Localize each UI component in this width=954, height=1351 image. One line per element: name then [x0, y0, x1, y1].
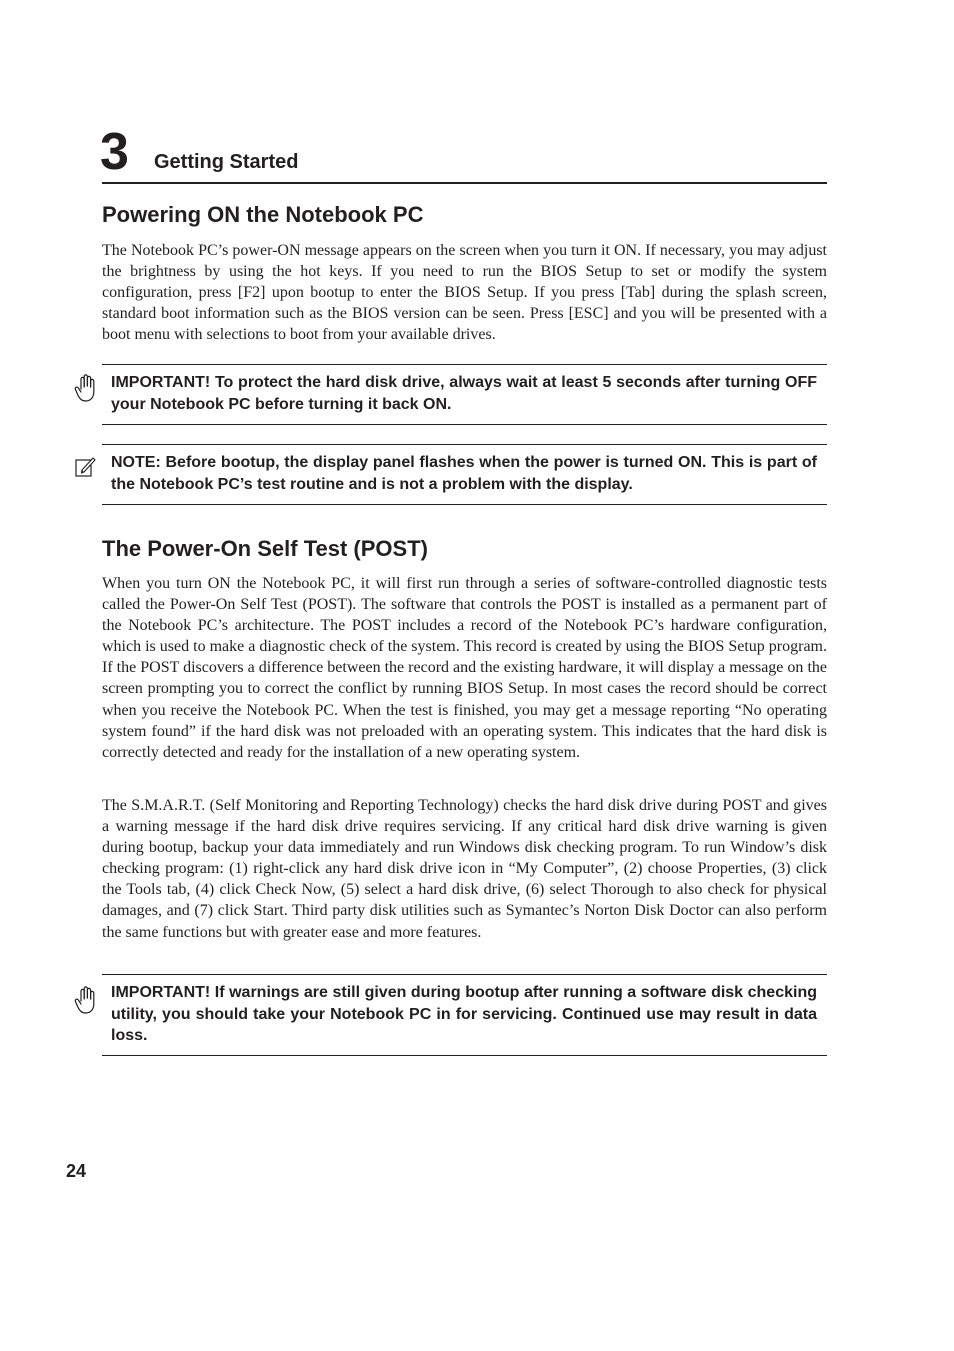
hand-icon [74, 985, 98, 1015]
post-paragraph-1: When you turn ON the Notebook PC, it will first run through a series of software-controlled diagnostic tests called the Power-On Self Test (POST). The software that controls the POST is installed as a permanent part of the Notebook PC’s architecture. The POST includes a record of the Notebook PC’s hardware configuration, which is used to make a diagnostic check of the system. This record is created by using the BIOS Setup program. If the POST discovers a difference between the record and the existing hardware, it will display a message on the screen prompting you to correct the conflict by running BIOS Setup. In most cases the record should be correct when you receive the Notebook PC. When the test is finished, you may get a message reporting “No operating system found” if the hard disk was not preloaded with an operating system. This indicates that the hard disk is correctly detected and ready for the installation of a new operating system. [102, 575, 827, 761]
post-paragraph-2: The S.M.A.R.T. (Self Monitoring and Reporting Technology) checks the hard disk drive during POST and gives a warning message if the hard disk drive requires servicing. If any critical hard disk drive warning is given during bootup, backup your data immediately and run Windows disk checking program. To run Window’s disk checking program: (1) right-click any hard disk drive icon in “My Computer”, (2) choose Properties, (3) click the Tools tab, (4) click Check Now, (5) select a hard disk drive, (6) select Thorough to also check for physical damages, and (7) click Start. Third party disk utilities such as Symantec’s Norton Disk Doctor can also perform the same functions but with greater ease and more features. [102, 797, 827, 941]
page-number: 24 [66, 1161, 87, 1181]
important-notice-text: IMPORTANT! To protect the hard disk drive, always wait at least 5 seconds after turning OFF your Notebook PC before turning it back ON. [111, 374, 817, 413]
note-notice-text: NOTE: Before bootup, the display panel flashes when the power is turned ON. This is part of the Notebook PC’s test routine and is not a problem with the display. [111, 454, 817, 493]
hand-icon [74, 373, 98, 403]
header-divider [102, 182, 827, 184]
note-notice-display [102, 444, 827, 505]
important-notice-servicing [102, 974, 827, 1056]
important-notice-shutdown [102, 364, 827, 425]
note-pencil-icon [74, 455, 98, 479]
chapter-number: 3 [100, 123, 129, 181]
section-heading-powering-on: Powering ON the Notebook PC [102, 202, 424, 227]
chapter-title: Getting Started [154, 151, 299, 173]
powering-on-paragraph: The Notebook PC’s power-ON message appears on the screen when you turn it ON. If necessary, you may adjust the brightness by using the hot keys. If you need to run the BIOS Setup to set or modify the system configuration, press [F2] upon bootup to enter the BIOS Setup. If you press [Tab] during the splash screen, standard boot information such as the BIOS version can be seen. Press [ESC] and you will be presented with a boot menu with selections to boot from your available drives. [102, 242, 827, 344]
important-notice-text: IMPORTANT! If warnings are still given during bootup after running a software disk checking utility, you should take your Notebook PC in for servicing. Continued use may result in data loss. [111, 984, 817, 1044]
section-heading-post: The Power-On Self Test (POST) [102, 536, 428, 561]
